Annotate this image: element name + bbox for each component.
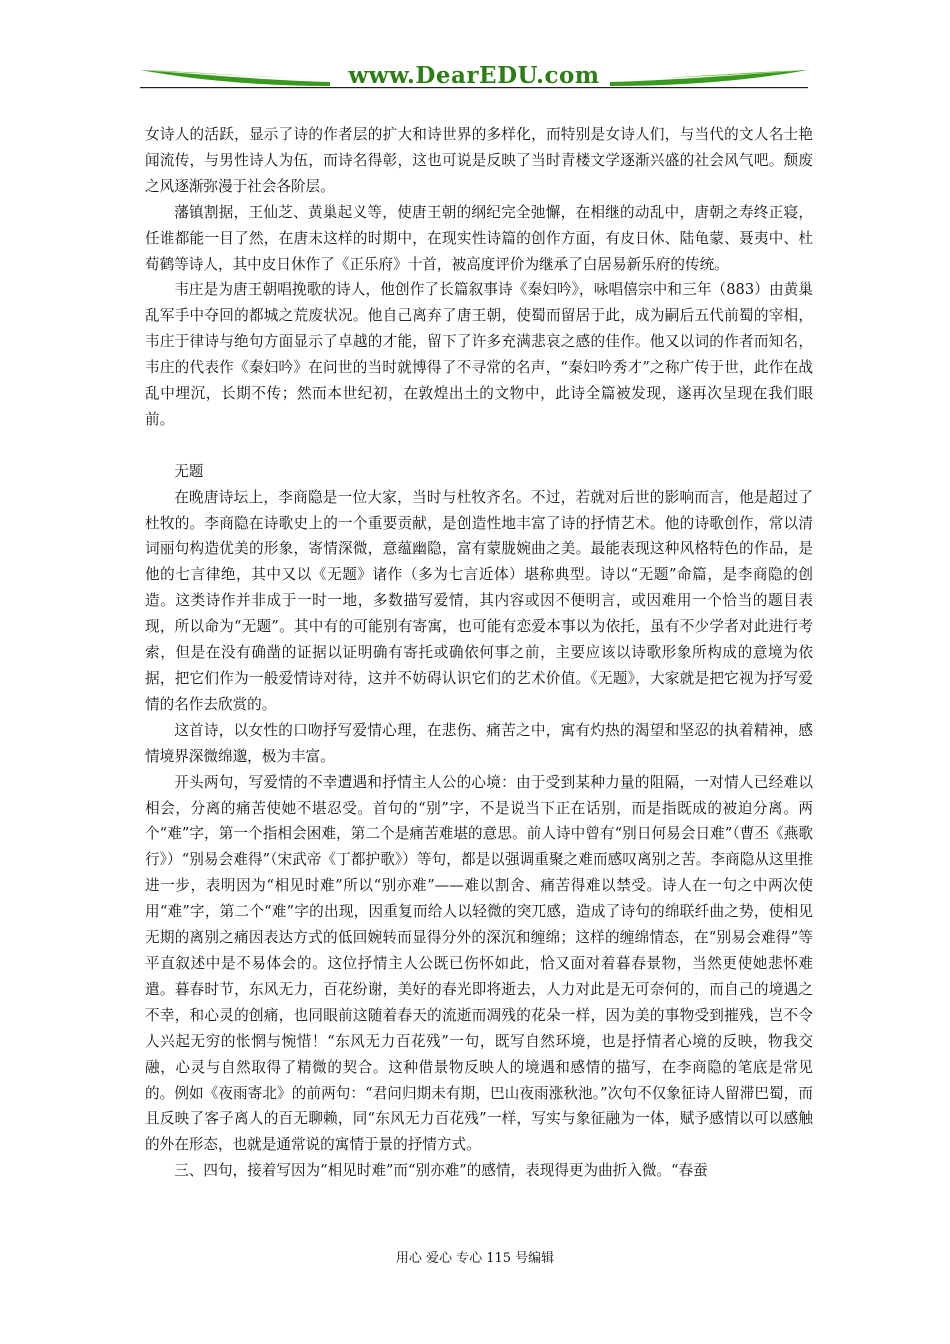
paragraph: 这首诗，以女性的口吻抒写爱情心理，在悲伤、痛苦之中，寓有灼热的渴望和坚忍的执着精神，感情境界深微绵邈，极为丰富。 (145, 721, 813, 765)
paragraph: 三、四句，接着写因为“相见时难”而“别亦难”的感情，表现得更为曲折入微。“春蚕 (174, 1162, 708, 1180)
document-body (145, 122, 813, 1184)
paragraph: 女诗人的活跃，显示了诗的作者层的扩大和诗世界的多样化，而特别是女诗人们，与当代的文人名士艳闻流传，与男性诗人为伍，而诗名得彰，这也可说是反映了当时青楼文学逐渐兴盛的社会风气吧。颓废之风逐渐弥漫于社会各阶层。 (145, 126, 813, 195)
site-header (140, 58, 808, 98)
paragraph: 开头两句，写爱情的不幸遭遇和抒情主人公的心境：由于受到某种力量的阻隔，一对情人已经难以相会，分离的痛苦使她不堪忍受。首句的“别”字，不是说当下正在话别，而是指既成的被迫分离。两个“难”字，第一个指相会困难，第二个是痛苦难堪的意思。前人诗中曾有“别日何易会日难”（曹丕《燕歌行》）“别易会难得”（宋武帝《丁都护歌》）等句，都是以强调重聚之难而感叹离别之苦。李商隐从这里推进一步，表明因为“相见时难”所以“别亦难”——难以割舍、痛苦得难以禁受。诗人在一句之中两次使用“难”字，第二个“难”字的出现，因重复而给人以轻微的突兀感，造成了诗句的绵联纤曲之势，使相见无期的离别之痛因表达方式的低回婉转而显得分外的深沉和缠绵；这样的缠绵情态，在“别易会难得”等平直叙述中是不易体会的。这位抒情主人公既已伤怀如此，恰又面对着暮春景物，当然更使她悲怀难遣。暮春时节，东风无力，百花纷谢，美好的春光即将逝去，人力对此是无可奈何的，而自己的境遇之不幸，和心灵的创痛，也同眼前这随着春天的流逝而凋残的花朵一样，因为美的事物受到摧残，岂不令人兴起无穷的怅惘与惋惜！“东风无力百花残”一句，既写自然环境，也是抒情者心境的反映，物我交融，心灵与自然取得了精微的契合。这种借景物反映人的境遇和感情的描写，在李商隐的笔底是常见的。例如《夜雨寄北》的前两句：“君问归期未有期，巴山夜雨涨秋池。”次句不仅象征诗人留滞巴蜀，而且反映了客子离人的百无聊赖，同“东风无力百花残”一样，写实与象征融为一体，赋予感情以可以感触的外在形态，也就是通常说的寓情于景的抒情方式。 (145, 773, 813, 1154)
paragraph: 藩镇割据，王仙芝、黄巢起义等，使唐王朝的纲纪完全弛懈，在相继的动乱中，唐朝之寿终正寝，任谁都能一目了然，在唐末这样的时期中，在现实性诗篇的创作方面，有皮日休、陆龟蒙、聂夷中、杜荀鹤等诗人，其中皮日休作了《正乐府》十首，被高度评价为继承了白居易新乐府的传统。 (145, 203, 813, 273)
section-title: 无题 (174, 462, 204, 480)
paragraph: 韦庄是为唐王朝唱挽歌的诗人，他创作了长篇叙事诗《秦妇吟》，咏唱僖宗中和三年（883）由黄巢乱军手中夺回的都城之荒废状况。他自己离弃了唐王朝，使蜀而留居于此，成为嗣后五代前蜀的宰相，韦庄于律诗与绝句方面显示了卓越的才能，留下了许多充满悲哀之感的佳作。他又以词的作者而知名，韦庄的代表作《秦妇吟》在问世的当时就博得了不寻常的名声，“秦妇吟秀才”之称广传于世，此作在战乱中埋沉，长期不传；然而本世纪初，在敦煌出土的文物中，此诗全篇被发现，遂再次呈现在我们眼前。 (145, 281, 813, 428)
page-footer: 用心 爱心 专心 115 号编辑 (395, 1251, 555, 1266)
site-logo: www.DearEDU.com (348, 62, 600, 89)
paragraph: 在晚唐诗坛上，李商隐是一位大家，当时与杜牧齐名。不过，若就对后世的影响而言，他是超过了杜牧的。李商隐在诗歌史上的一个重要贡献，是创造性地丰富了诗的抒情艺术。他的诗歌创作，常以清词丽句构造优美的形象，寄情深微，意蕴幽隐，富有蒙胧婉曲之美。最能表现这种风格特色的作品，是他的七言律绝，其中又以《无题》诸作（多为七言近体）堪称典型。诗以“无题”命篇，是李商隐的创造。这类诗作并非成于一时一地，多数描写爱情，其内容或因不便明言，或因难用一个恰当的题目表现，所以命为“无题”。其中有的可能别有寄寓，也可能有恋爱本事以为依托，虽有不少学者对此进行考索，但是在没有确凿的证据以证明确有寄托或确依何事之前，主要应该以诗歌形象所构成的意境为依据，把它们作为一般爱情诗对待，这并不妨碍认识它们的艺术价值。《无题》，大家就是把它视为抒写爱情的名作去欣赏的。 (145, 488, 813, 713)
